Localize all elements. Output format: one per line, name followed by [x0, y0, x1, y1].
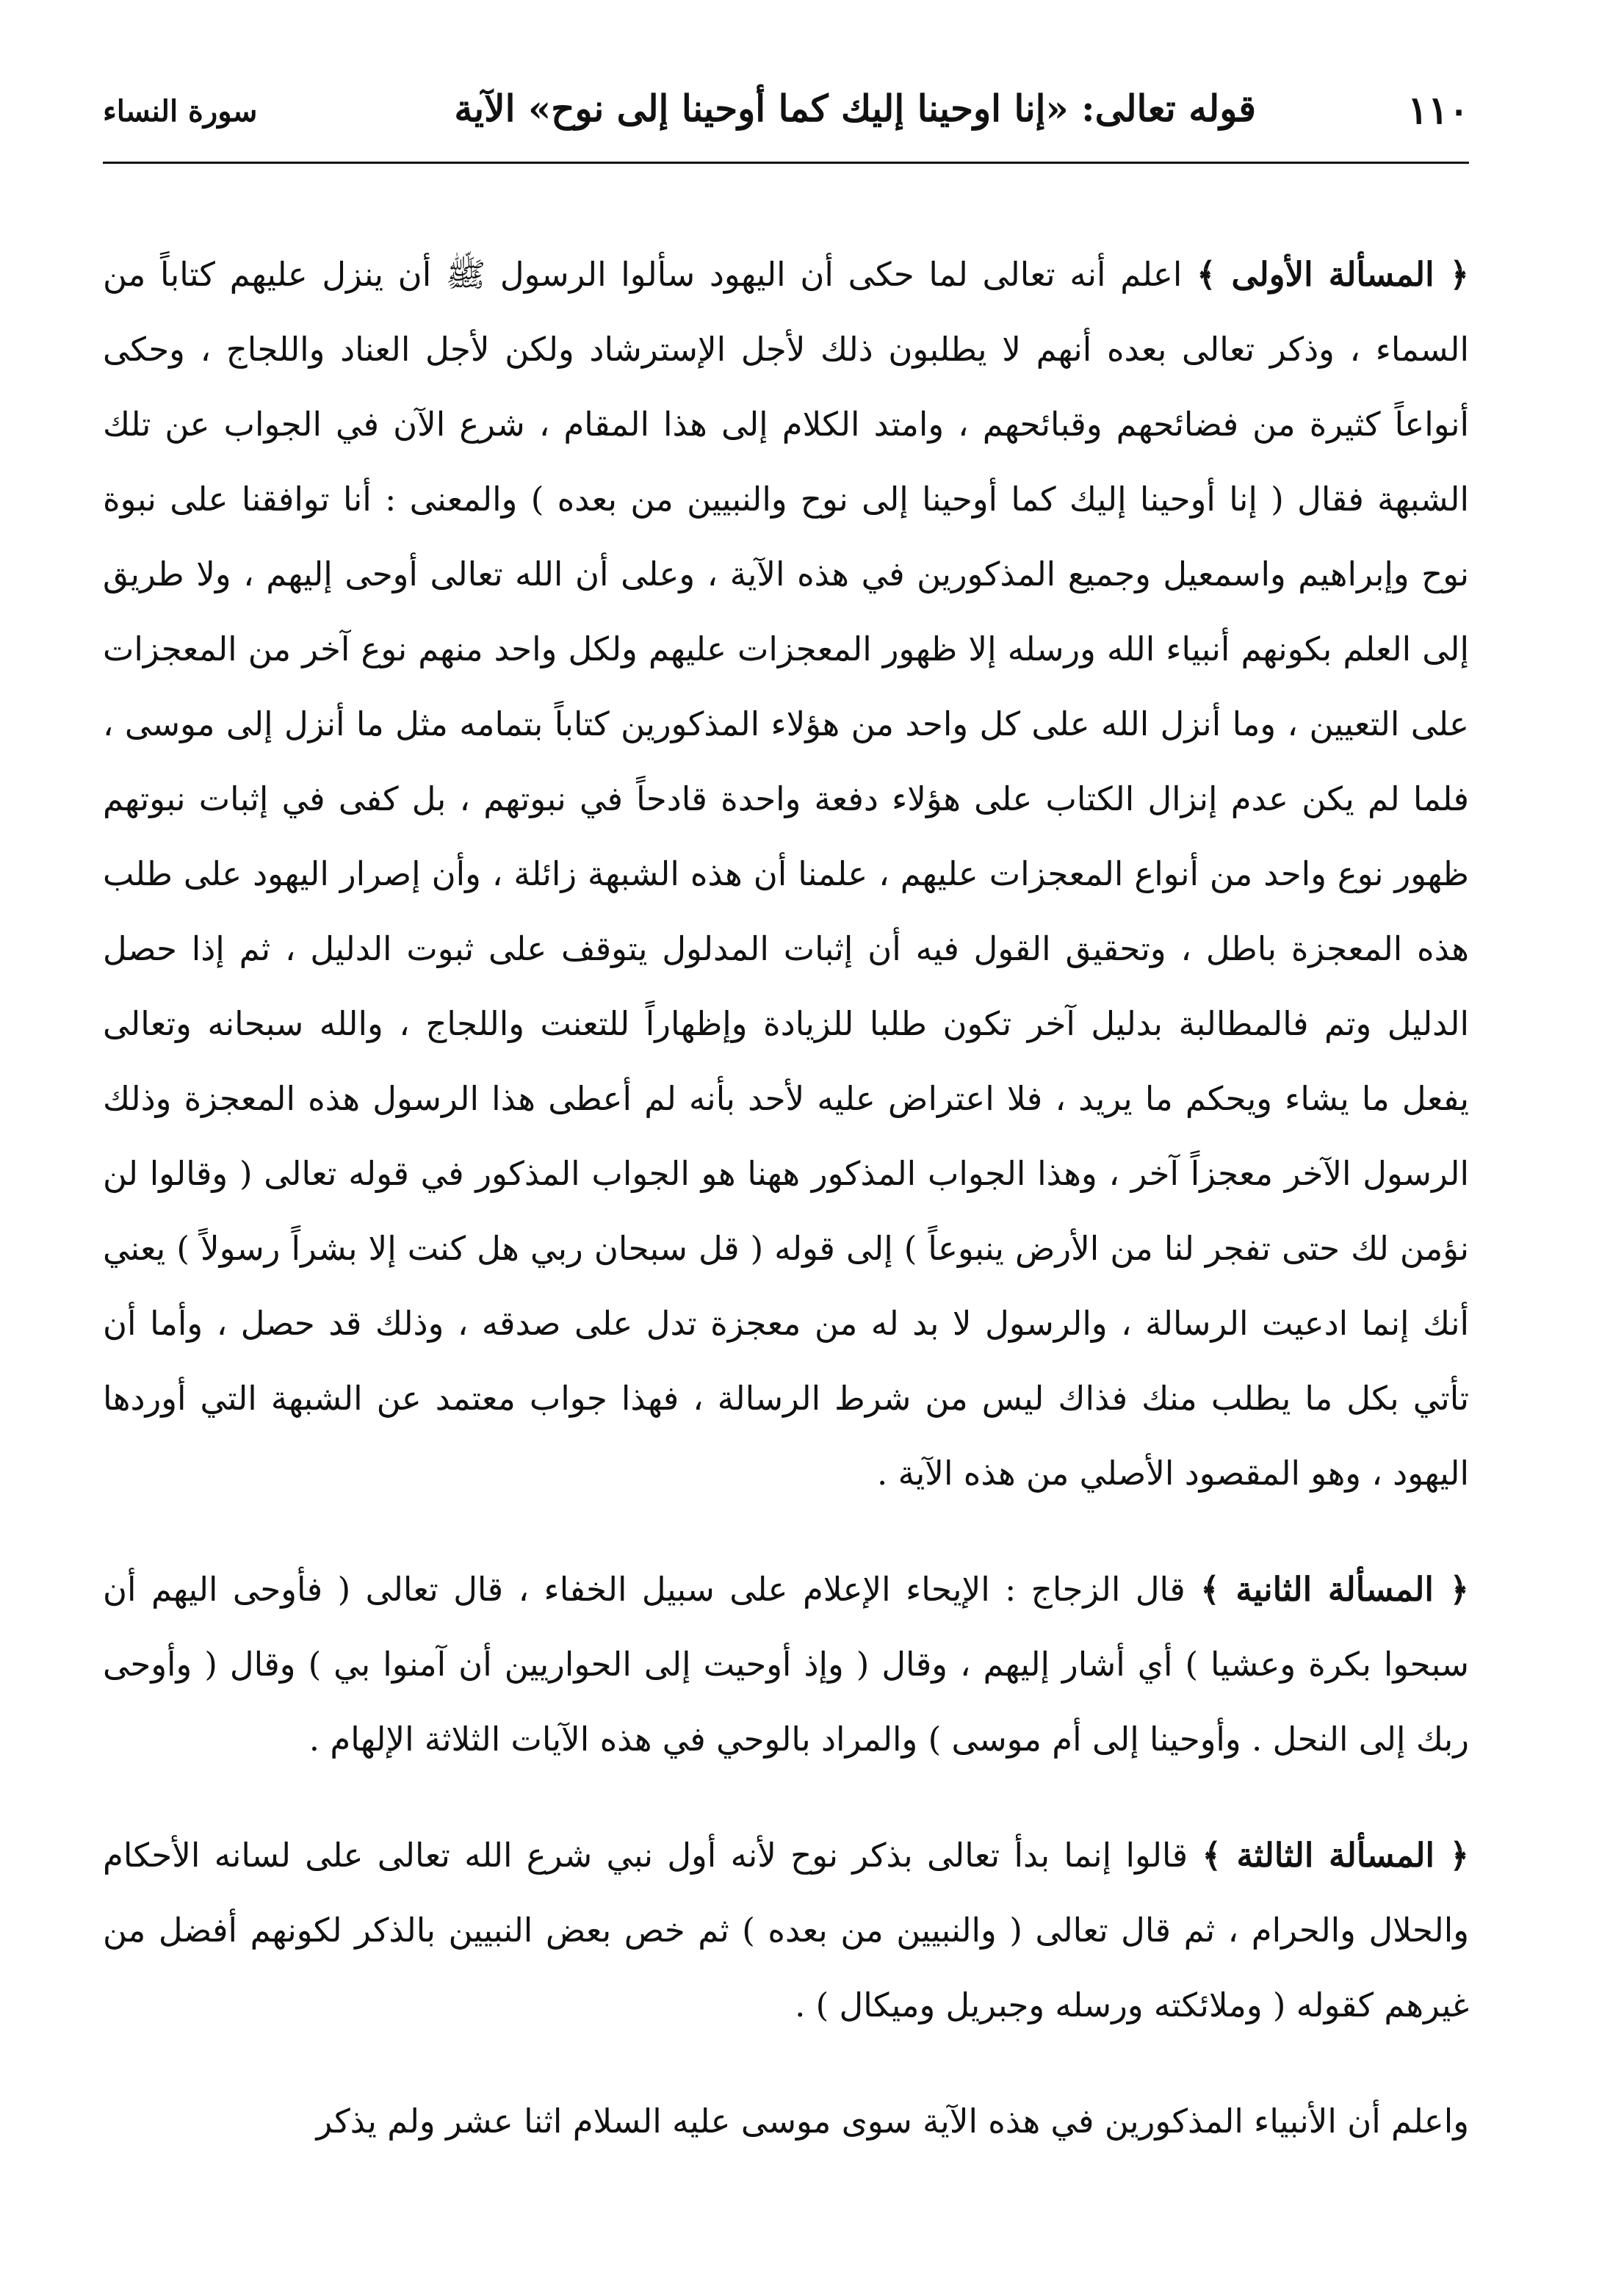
body-text — [103, 237, 1469, 2159]
paragraph-third-issue — [103, 1818, 1469, 2043]
section-marker-second-issue: ﴿ المسألة الثانية ﴾ — [1200, 1570, 1469, 1609]
section-marker-third-issue: ﴿ المسألة الثالثة ﴾ — [1202, 1836, 1470, 1875]
section-marker-first-issue: ﴿ المسألة الأولى ﴾ — [1197, 255, 1469, 294]
page-header — [103, 81, 1469, 164]
page-number: ١١٠ — [1407, 88, 1469, 133]
book-page — [103, 81, 1469, 2211]
paragraph-second-issue — [103, 1552, 1469, 1777]
paragraph-text: قالوا إنما بدأ تعالى بذكر نوح لأنه أول نبي شرع الله تعالى على لسانه الأحكام والحلال والحرام ، ثم قال تعالى ( والنبيين من بعده ) ثم خص بعض النبيين بالذكر لكونهم أفضل من غيرهم كقوله ( وملائكته ورسله وجبريل وميكال ) . — [103, 1836, 1469, 2025]
running-title: قوله تعالى: «إنا اوحينا إليك كما أوحينا إلى نوح» الآية — [454, 87, 1256, 130]
paragraph-text: قال الزجاج : الإيحاء الإعلام على سبيل الخفاء ، قال تعالى ( فأوحى اليهم أن سبحوا بكرة وعشيا ) أي أشار إليهم ، وقال ( وإذ أوحيت إلى الحواريين أن آمنوا بي ) وقال ( وأوحى ربك إلى النحل . وأوحينا إلى أم موسى ) والمراد بالوحي في هذه الآيات الثلاثة الإلهام . — [103, 1570, 1469, 1759]
paragraph-first-issue — [103, 237, 1469, 1511]
paragraph-closing — [103, 2084, 1469, 2159]
paragraph-text: اعلم أنه تعالى لما حكى أن اليهود سألوا الرسول ﷺ أن ينزل عليهم كتاباً من السماء ، وذكر تعالى بعده أنهم لا يطلبون ذلك لأجل الإسترشاد ولكن لأجل العناد واللجاج ، وحكى أنواعاً كثيرة من فضائحهم وقبائحهم ، وامتد الكلام إلى هذا المقام ، شرع الآن في الجواب عن تلك الشبهة فقال ( إنا أوحينا إليك كما أوحينا إلى نوح والنبيين من بعده ) والمعنى : أنا توافقنا على نبوة نوح وإبراهيم واسمعيل وجميع المذكورين في هذه الآية ، وعلى أن الله تعالى أوحى إليهم ، ولا طريق إلى العلم بكونهم أنبياء الله ورسله إلا ظهور المعجزات عليهم ولكل واحد منهم نوع آخر من المعجزات على التعيين ، وما أنزل الله على كل واحد من هؤلاء المذكورين كتاباً بتمامه مثل ما أنزل إلى موسى ، فلما لم يكن عدم إنزال الكتاب على هؤلاء دفعة واحدة قادحاً في نبوتهم ، بل كفى في إثبات نبوتهم ظهور نوع واحد من أنواع المعجزات عليهم ، علمنا أن هذه الشبهة زائلة ، وأن إصرار اليهود على طلب هذه المعجزة باطل ، وتحقيق القول فيه أن إثبات المدلول يتوقف على ثبوت الدليل ، ثم إذا حصل الدليل وتم فالمطالبة بدليل آخر تكون طلبا للزيادة وإظهاراً للتعنت واللجاج ، والله سبحانه وتعالى يفعل ما يشاء ويحكم ما يريد ، فلا اعتراض عليه لأحد بأنه لم أعطى هذا الرسول هذه المعجزة وذلك الرسول الآخر معجزاً آخر ، وهذا الجواب المذكور ههنا هو الجواب المذكور في قوله تعالى ( وقالوا لن نؤمن لك حتى تفجر لنا من الأرض ينبوعاً ) إلى قوله ( قل سبحان ربي هل كنت إلا بشراً رسولاً ) يعني أنك إنما ادعيت الرسالة ، والرسول لا بد له من معجزة تدل على صدقه ، وذلك قد حصل ، وأما أن تأتي بكل ما يطلب منك فذاك ليس من شرط الرسالة ، فهذا جواب معتمد عن الشبهة التي أوردها اليهود ، وهو المقصود الأصلي من هذه الآية . — [103, 255, 1470, 1493]
surah-name: سورة النساء — [103, 94, 258, 129]
paragraph-text: واعلم أن الأنبياء المذكورين في هذه الآية سوى موسى عليه السلام اثنا عشر ولم يذكر — [316, 2102, 1469, 2141]
